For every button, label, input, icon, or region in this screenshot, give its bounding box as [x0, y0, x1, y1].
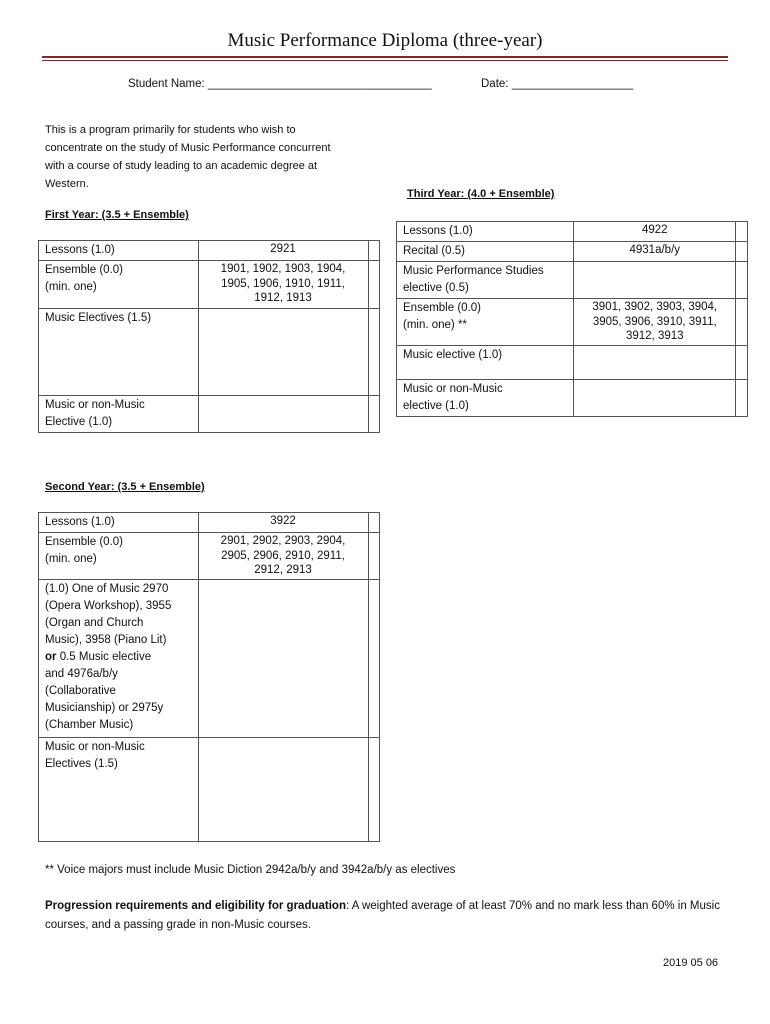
second-year-heading: Second Year: (3.5 + Ensemble) [45, 481, 205, 493]
student-name-label: Student Name: [128, 78, 205, 90]
voice-note: ** Voice majors must include Music Diction 2942a/b/y and 3942a/b/y as electives [45, 864, 456, 876]
table-row [397, 222, 748, 242]
intro-line: This is a program primarily for students who wish to [45, 124, 296, 136]
course-list: 3922 [198, 513, 368, 533]
course-label: Ensemble (0.0) (min. one) [39, 261, 199, 309]
course-label: Ensemble (0.0) (min. one) ** [397, 299, 574, 346]
course-list[interactable] [198, 396, 368, 433]
course-list[interactable] [574, 262, 736, 299]
intro-line: with a course of study leading to an academic degree at [45, 160, 318, 172]
document-date: 2019 05 06 [663, 957, 719, 969]
table-row [39, 579, 380, 737]
course-label: Lessons (1.0) [39, 513, 199, 533]
date-field[interactable] [481, 78, 633, 90]
check-cell[interactable] [736, 262, 748, 299]
course-list[interactable] [198, 309, 368, 396]
course-label: Music or non-Music elective (1.0) [397, 379, 574, 416]
table-row [39, 309, 380, 396]
date-label: Date: [481, 78, 509, 90]
table-row [39, 533, 380, 580]
check-cell[interactable] [736, 299, 748, 346]
table-row [397, 379, 748, 416]
progression-requirements [45, 897, 745, 935]
check-cell[interactable] [368, 261, 379, 309]
intro-line: concentrate on the study of Music Performance concurrent [45, 142, 331, 154]
table-row [39, 396, 380, 433]
title-rule [42, 56, 728, 58]
course-list[interactable] [198, 579, 368, 737]
table-row [39, 261, 380, 309]
check-cell[interactable] [368, 241, 379, 261]
course-label: Lessons (1.0) [39, 241, 199, 261]
page-title: Music Performance Diploma (three-year) [227, 30, 543, 51]
table-row [39, 513, 380, 533]
second-year-table [38, 512, 380, 842]
check-cell[interactable] [736, 345, 748, 379]
course-list: 3901, 3902, 3903, 3904, 3905, 3906, 3910, 3911, 3912, 3913 [574, 299, 736, 346]
course-list: 4922 [574, 222, 736, 242]
course-list[interactable] [574, 345, 736, 379]
course-label: Music elective (1.0) [397, 345, 574, 379]
date-line[interactable]: ___________________ [511, 78, 634, 90]
table-row [397, 299, 748, 346]
course-label: Recital (0.5) [397, 242, 574, 262]
check-cell[interactable] [368, 579, 379, 737]
course-label: Music Electives (1.5) [39, 309, 199, 396]
third-year-heading: Third Year: (4.0 + Ensemble) [407, 188, 555, 200]
table-row [397, 262, 748, 299]
check-cell[interactable] [736, 222, 748, 242]
check-cell[interactable] [368, 513, 379, 533]
progression-heading: Progression requirements and eligibility for graduation [45, 900, 346, 912]
course-list[interactable] [574, 379, 736, 416]
course-list: 1901, 1902, 1903, 1904, 1905, 1906, 1910, 1911, 1912, 1913 [198, 261, 368, 309]
intro-paragraph [45, 121, 375, 193]
course-label: Music or non-Music Elective (1.0) [39, 396, 199, 433]
check-cell[interactable] [368, 533, 379, 580]
title-rule-thin [42, 60, 728, 61]
check-cell[interactable] [368, 396, 379, 433]
student-name-line[interactable]: ___________________________________ [207, 78, 432, 90]
check-cell[interactable] [736, 242, 748, 262]
check-cell[interactable] [368, 737, 379, 841]
check-cell[interactable] [736, 379, 748, 416]
course-label: Music or non-Music Electives (1.5) [39, 737, 199, 841]
table-row [39, 241, 380, 261]
check-cell[interactable] [368, 309, 379, 396]
student-name-field[interactable] [128, 78, 432, 90]
course-label: Music Performance Studies elective (0.5) [397, 262, 574, 299]
course-list[interactable] [198, 737, 368, 841]
first-year-heading: First Year: (3.5 + Ensemble) [45, 209, 189, 221]
intro-line: Western. [45, 178, 89, 190]
course-label: Lessons (1.0) [397, 222, 574, 242]
course-list: 4931a/b/y [574, 242, 736, 262]
course-label: Ensemble (0.0) (min. one) [39, 533, 199, 580]
third-year-table [396, 221, 748, 417]
first-year-table [38, 240, 380, 433]
progression-text: : A weighted average of at least 70% and no mark less than 60% in Music courses, and a passing grade in non-Music courses. [45, 900, 720, 931]
table-row [39, 737, 380, 841]
table-row [397, 242, 748, 262]
course-label: (1.0) One of Music 2970 (Opera Workshop), 3955 (Organ and Church Music), 3958 (Piano Lit) or 0.5 Music elective and 4976a/b/y (Collaborative Musicianship) or 2975y (Chamber Music) [39, 579, 199, 737]
course-list: 2921 [198, 241, 368, 261]
table-row [397, 345, 748, 379]
course-list: 2901, 2902, 2903, 2904, 2905, 2906, 2910, 2911, 2912, 2913 [198, 533, 368, 580]
